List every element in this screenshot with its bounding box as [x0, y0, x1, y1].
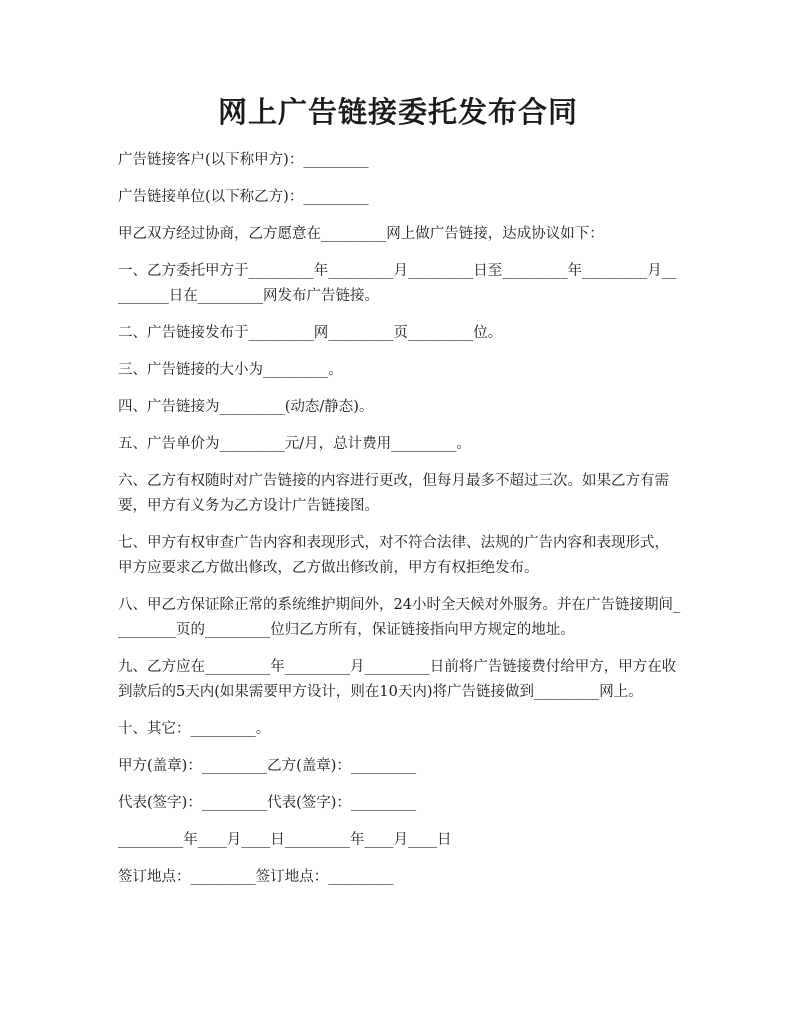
clause-9: 九、乙方应在_________年_________月_________日前将广告链接费付给甲方，甲方在收到款后的5天内(如果需要甲方设计，则在10天内)将广告链接做到_________网上。: [118, 659, 677, 700]
document-title: 网上广告链接委托发布合同: [217, 95, 578, 129]
clause-4: 四、广告链接为_________(动态/静态)。: [118, 399, 374, 415]
seal-line: 甲方(盖章)：_________乙方(盖章)：_________: [118, 758, 417, 774]
location-line: 签订地点：_________签订地点：_________: [118, 869, 394, 885]
document-body: [118, 148, 683, 902]
intro-paragraph: 甲乙双方经过协商，乙方愿意在_________网上做广告链接，达成协议如下：: [118, 226, 604, 242]
clause-8: 八、甲乙方保证除正常的系统维护期间外，24小时全天候对外服务。并在广告链接期间_________页的_________位归乙方所有，保证链接指向甲方规定的地址。: [118, 597, 681, 638]
clause-3: 三、广告链接的大小为_________。: [118, 362, 343, 378]
clause-7: 七、甲方有权审查广告内容和表现形式，对不符合法律、法规的广告内容和表现形式，甲方应要求乙方做出修改，乙方做出修改前，甲方有权拒绝发布。: [118, 535, 669, 576]
clause-2: 二、广告链接发布于_________网_________页_________位。: [118, 325, 503, 341]
party-a-line: 广告链接客户(以下称甲方)：_________: [118, 152, 369, 168]
date-line: _________年____月____日_________年____月____日: [118, 832, 452, 848]
party-b-line: 广告链接单位(以下称乙方)：_________: [118, 189, 369, 205]
clause-10: 十、其它：_________。: [118, 721, 271, 737]
clause-5: 五、广告单价为_________元/月，总计费用_________。: [118, 436, 471, 452]
clause-1: 一、乙方委托甲方于_________年_________月_________日至_________年_________月_________日在_________网发布广告链接。: [118, 263, 677, 304]
clause-6: 六、乙方有权随时对广告链接的内容进行更改，但每月最多不超过三次。如果乙方有需要，甲方有义务为乙方设计广告链接图。: [118, 473, 669, 514]
signature-line: 代表(签字)：_________代表(签字)：_________: [118, 795, 417, 811]
